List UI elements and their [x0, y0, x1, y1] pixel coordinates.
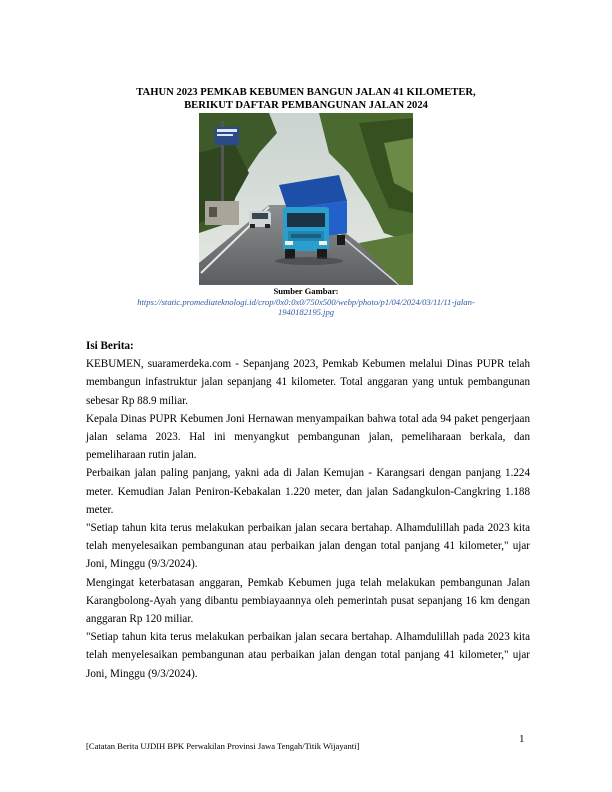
photo-illustration: [199, 113, 413, 285]
caption-label: Sumber Gambar:: [273, 286, 339, 296]
road-truck-photo: [199, 113, 413, 285]
title-line-2: BERIKUT DAFTAR PEMBANGUNAN JALAN 2024: [184, 100, 428, 111]
page-number: 1: [519, 733, 525, 745]
caption-url-line-1[interactable]: https://static.promediateknologi.id/crop/0x0:0x0/750x500/webp/photo/p1/04/2024/03/11/11-jalan-: [137, 296, 475, 307]
title-line-1: TAHUN 2023 PEMKAB KEBUMEN BANGUN JALAN 41 KILOMETER,: [136, 87, 476, 98]
article-body: [86, 337, 530, 683]
article-paragraph-3: Perbaikan jalan paling panjang, yakni ada di Jalan Kemujan - Karangsari dengan panjang 1.224 meter. Kemudian Jalan Peniron-Kebakalan 1.220 meter, dan jalan Sadangkulon-Cangkring 1.188 meter.: [86, 467, 530, 516]
image-caption: [86, 286, 526, 318]
footer-note: [Catatan Berita UJDIH BPK Perwakilan Provinsi Jawa Tengah/Titik Wijayanti]: [86, 741, 360, 751]
article-paragraph-1: KEBUMEN, suaramerdeka.com - Sepanjang 2023, Pemkab Kebumen melalui Dinas PUPR telah membangun infastruktur jalan sepanjang 41 kilometer. Total anggaran yang untuk pembangunan sebesar Rp 88.9 miliar.: [86, 358, 530, 407]
article-title: [86, 86, 526, 112]
article-paragraph-5: Mengingat keterbatasan anggaran, Pemkab Kebumen juga telah melakukan pembangunan Jalan Karangbolong-Ayah yang dibantu pembiayaannya oleh pemerintah pusat sepanjang 16 km dengan anggaran Rp 120 miliar.: [86, 576, 530, 626]
article-paragraph-6: "Setiap tahun kita terus melakukan perbaikan jalan secara bertahap. Alhamdulillah pada 2023 kita telah menyelesaikan pembangunan atau perbaikan jalan dengan total panjang 41 kilometer," ujar Joni, Minggu (9/3/2024).: [86, 631, 530, 680]
article-paragraph-4: "Setiap tahun kita terus melakukan perbaikan jalan secara bertahap. Alhamdulillah pada 2023 kita telah menyelesaikan pembangunan atau perbaikan jalan dengan total panjang 41 kilometer," ujar Joni, Minggu (9/3/2024).: [86, 522, 530, 571]
caption-url-line-2[interactable]: 1940182195.jpg: [277, 307, 335, 317]
article-heading: Isi Berita:: [86, 340, 134, 352]
article-paragraph-2: Kepala Dinas PUPR Kebumen Joni Hernawan menyampaikan bahwa total ada 94 paket pengerjaan jalan selama 2023. Hal ini menyangkut pembangunan jalan, pemeliharaan berkala, dan pemeliharaan rutin jalan.: [86, 412, 530, 462]
